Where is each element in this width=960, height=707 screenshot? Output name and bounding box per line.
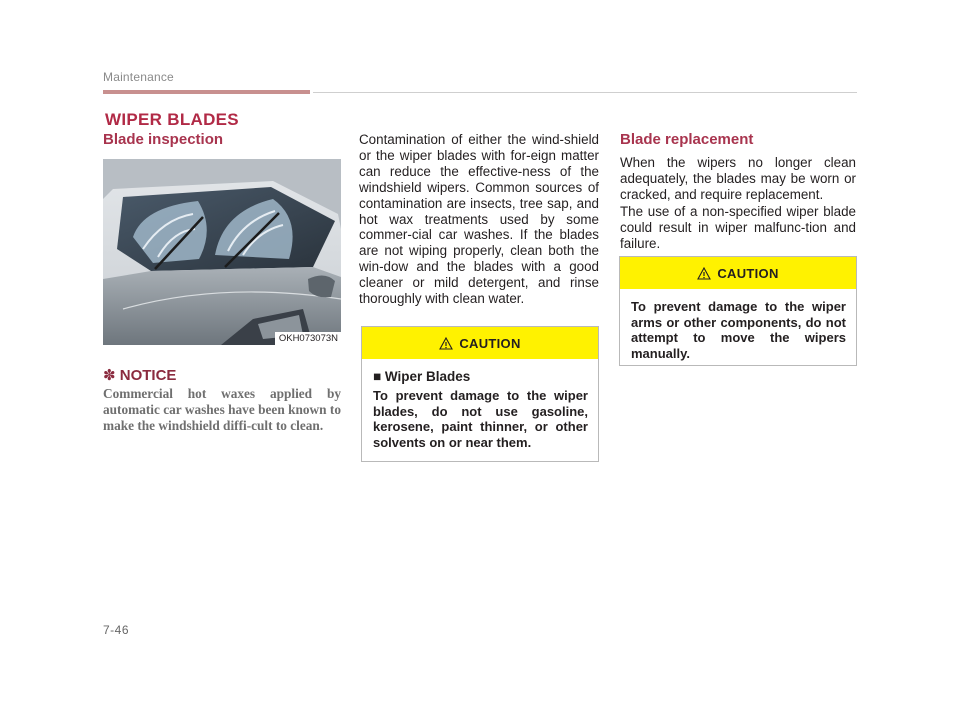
caution-header bbox=[362, 327, 598, 359]
caution-box-wiper-blades bbox=[361, 326, 599, 462]
car-windshield-illustration bbox=[103, 159, 341, 345]
header-divider bbox=[313, 92, 857, 93]
caution-label: CAUTION bbox=[717, 265, 779, 281]
windshield-figure bbox=[103, 159, 341, 345]
replacement-paragraph-2: The use of a non-specified wiper blade could result in wiper malfunc-tion and failure. bbox=[620, 204, 856, 251]
notice-text: Commercial hot waxes applied by automatic car washes have been known to make the windshield diffi-cult to clean. bbox=[103, 386, 341, 433]
notice-title: ✽ NOTICE bbox=[103, 367, 177, 384]
caution-text: To prevent damage to the wiper arms or other components, do not attempt to move the wipers manually. bbox=[631, 299, 846, 361]
caution-text: To prevent damage to the wiper blades, do not use gasoline, kerosene, paint thinner, or other solvents on or near them. bbox=[373, 388, 588, 450]
caution-header bbox=[620, 257, 856, 289]
warning-triangle-icon bbox=[439, 337, 453, 350]
page-number: 7-46 bbox=[103, 623, 130, 637]
blade-inspection-heading: Blade inspection bbox=[103, 131, 224, 148]
caution-box-wiper-arms bbox=[619, 256, 857, 366]
contamination-paragraph: Contamination of either the wind-shield or the wiper blades with for-eign matter can reduce the effective-ness of the windshield wipers. Common sources of contamination are insects, tree sap, and hot wax treatments used by some commer-cial car washes. If the blades are not wiping properly, clean both the win-dow and the blades with a good cleaner or mild detergent, and rinse thoroughly with clean water. bbox=[359, 132, 599, 307]
figure-code: OKH073073N bbox=[275, 332, 341, 345]
page-title: WIPER BLADES bbox=[105, 110, 239, 129]
warning-triangle-icon bbox=[697, 267, 711, 280]
header-accent-rule bbox=[103, 90, 310, 94]
blade-replacement-heading: Blade replacement bbox=[620, 131, 754, 148]
caution-subheading: ■ Wiper Blades bbox=[373, 369, 471, 384]
caution-label: CAUTION bbox=[459, 335, 521, 351]
section-label: Maintenance bbox=[103, 70, 174, 84]
replacement-paragraph-1: When the wipers no longer clean adequately, the blades may be worn or cracked, and require replacement. bbox=[620, 155, 856, 202]
